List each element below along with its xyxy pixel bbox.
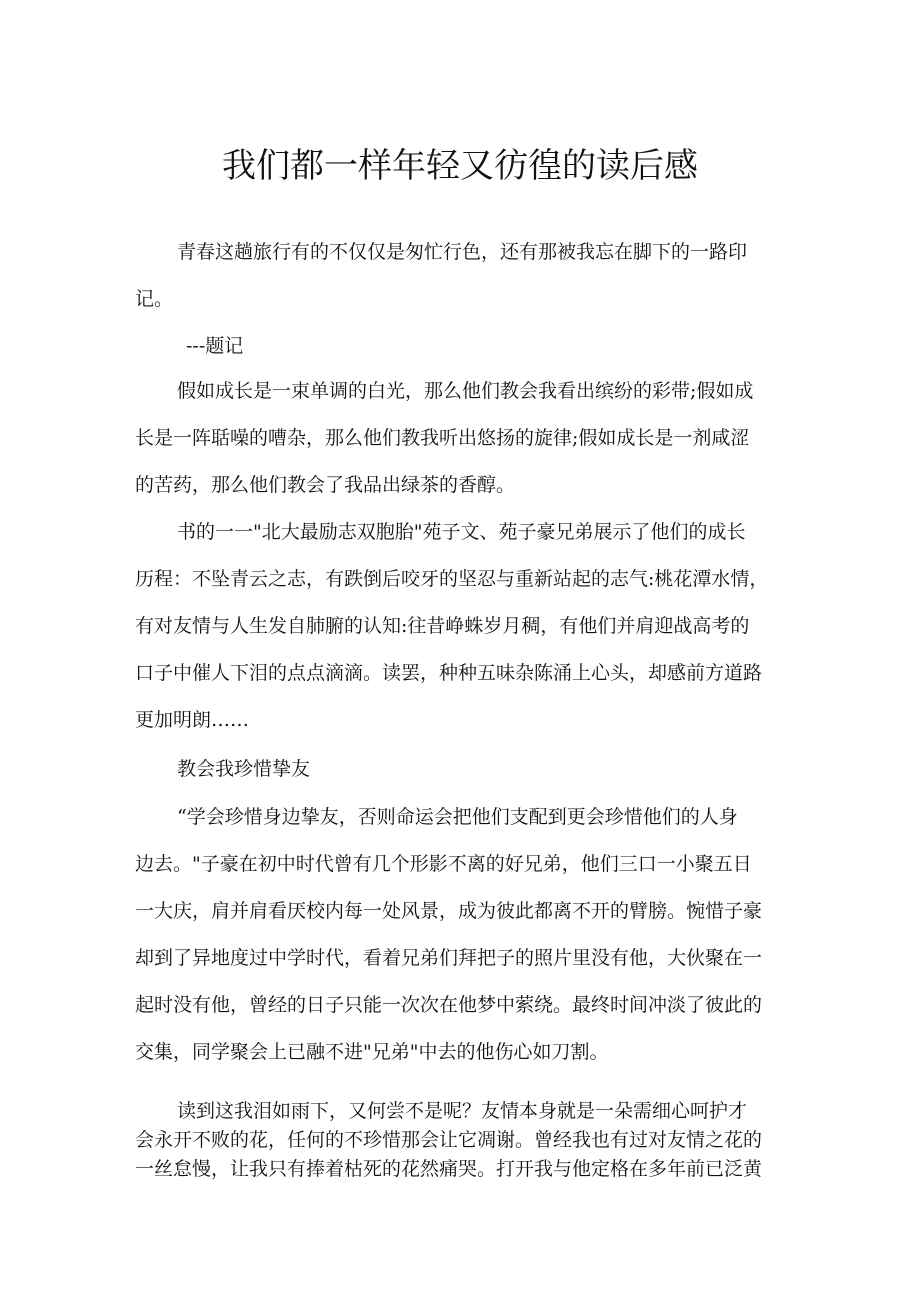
text-line: 一丝怠慢，让我只有捧着枯死的花然痛哭。打开我与他定格在多年前已泛黄 xyxy=(135,1158,763,1180)
text-line: 历程：不坠青云之志，有跌倒后咬牙的坚忍与重新站起的志气:桃花潭水情， xyxy=(135,568,769,590)
text-line: 青春这趟旅行有的不仅仅是匆忙行色，还有那被我忘在脚下的一路印 xyxy=(177,241,748,263)
text-line: 却到了异地度过中学时代，看着兄弟们拜把子的照片里没有他，大伙聚在一 xyxy=(135,947,763,969)
text-line: 交集，同学聚会上已融不进"兄弟"中去的他伤心如刀割。 xyxy=(135,1041,609,1063)
text-line: 边去。"子豪在初中时代曾有几个形影不离的好兄弟，他们三口一小聚五日 xyxy=(135,853,752,875)
paragraph-friend xyxy=(135,794,795,1076)
text-line: 起时没有他，曾经的日子只能一次次在他梦中萦绕。最终时间冲淡了彼此的 xyxy=(135,994,763,1016)
text-line: 假如成长是一束单调的白光，那么他们教会我看出缤纷的彩带;假如成 xyxy=(177,380,754,402)
text-line: 书的一一"北大最励志双胞胎"苑子文、苑子豪兄弟展示了他们的成长 xyxy=(177,521,746,543)
text-line: “学会珍惜身边挚友，否则命运会把他们支配到更会珍惜他们的人身 xyxy=(177,806,738,828)
paragraph-growth xyxy=(135,368,795,509)
section-heading xyxy=(135,746,795,793)
text-line: 会永开不败的花，任何的不珍惜那会让它凋谢。曾经我也有过对友情之花的 xyxy=(135,1129,763,1151)
text-line: 的苦药，那么他们教会了我品出绿茶的香醇。 xyxy=(135,474,516,496)
text-line: 一大庆，肩并肩看厌校内每一处风景，成为彼此都离不开的臂膀。惋惜子豪 xyxy=(135,900,763,922)
text-line: 有对友情与人生发自肺腑的认知:往昔峥蛛岁月稠，有他们并肩迎战高考的 xyxy=(135,615,750,637)
text-line: 口子中催人下泪的点点滴滴。读罢，种种五味杂陈涌上心头，却感前方道路 xyxy=(135,662,763,684)
text-line: 更加明朗…… xyxy=(135,709,250,731)
text-line: 读到这我泪如雨下，又何尝不是呢？友情本身就是一朵需细心呵护才 xyxy=(177,1100,748,1122)
document-title: 我们都一样年轻又彷徨的读后感 xyxy=(222,146,698,186)
paragraph-reflection xyxy=(135,1097,795,1184)
paragraph-book xyxy=(135,509,795,744)
inscription-line xyxy=(186,323,846,370)
text-line: ---题记 xyxy=(186,335,244,357)
text-line: 记。 xyxy=(135,288,174,310)
section-heading-text: 教会我珍惜挚友 xyxy=(177,758,311,780)
epigraph-paragraph xyxy=(135,229,795,323)
text-line: 长是一阵聒噪的嘈杂，那么他们教我听出悠扬的旋律;假如成长是一剂咸涩 xyxy=(135,427,750,449)
